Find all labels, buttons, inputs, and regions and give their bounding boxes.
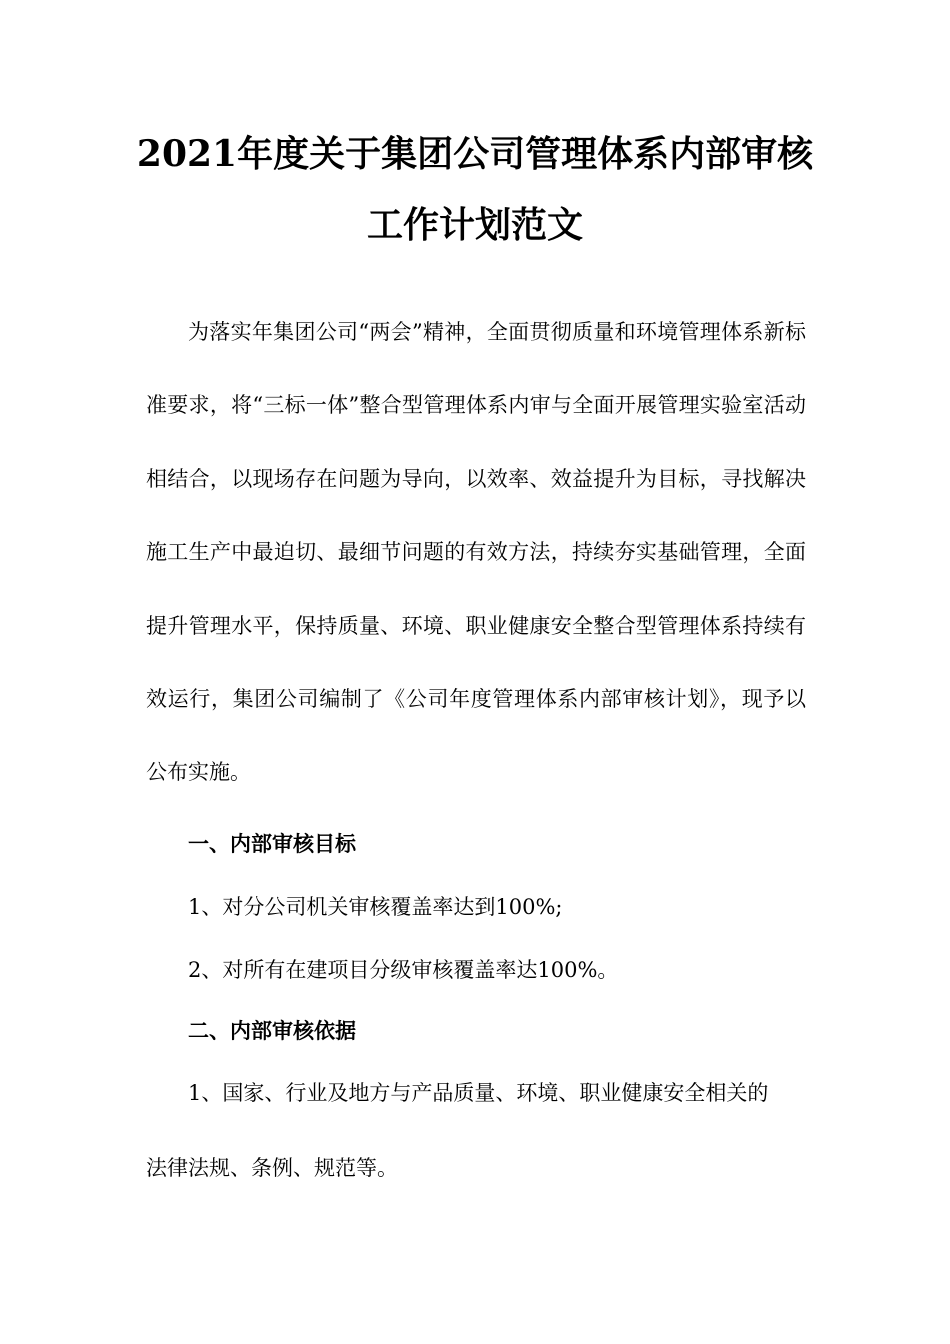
section-1-item-1: 1、对分公司机关审核覆盖率达到100%; — [188, 895, 563, 919]
document-title-line-2: 工作计划范文 — [366, 204, 583, 246]
section-2-heading: 二、内部审核依据 — [188, 1018, 356, 1043]
intro-paragraph: 为落实年集团公司“两会”精神，全面贯彻质量和环境管理体系新标准要求，将“三标一体”整合型管理体系内审与全面开展管理实验室活动相结合，以现场存在问题为导向，以效率、效益提升为目标，寻找解决施工生产中最迫切、最细节问题的有效方法，持续夯实基础管理，全面提升管理水平，保持质量、环境、职业健康安全整合型管理体系持续有效运行，集团公司编制了《公司年度管理体系内部审核计划》，现予以公布实施。 — [146, 320, 806, 785]
section-1-item-2: 2、对所有在建项目分级审核覆盖率达100%。 — [188, 958, 619, 982]
section-2-item-1-line-1: 1、国家、行业及地方与产品质量、环境、职业健康安全相关的 — [188, 1081, 769, 1105]
document-title-line-1: 2021年度关于集团公司管理体系内部审核 — [136, 133, 814, 175]
section-2-item-1-line-2: 法律法规、条例、规范等。 — [146, 1156, 398, 1180]
section-1-heading: 一、内部审核目标 — [188, 831, 356, 856]
